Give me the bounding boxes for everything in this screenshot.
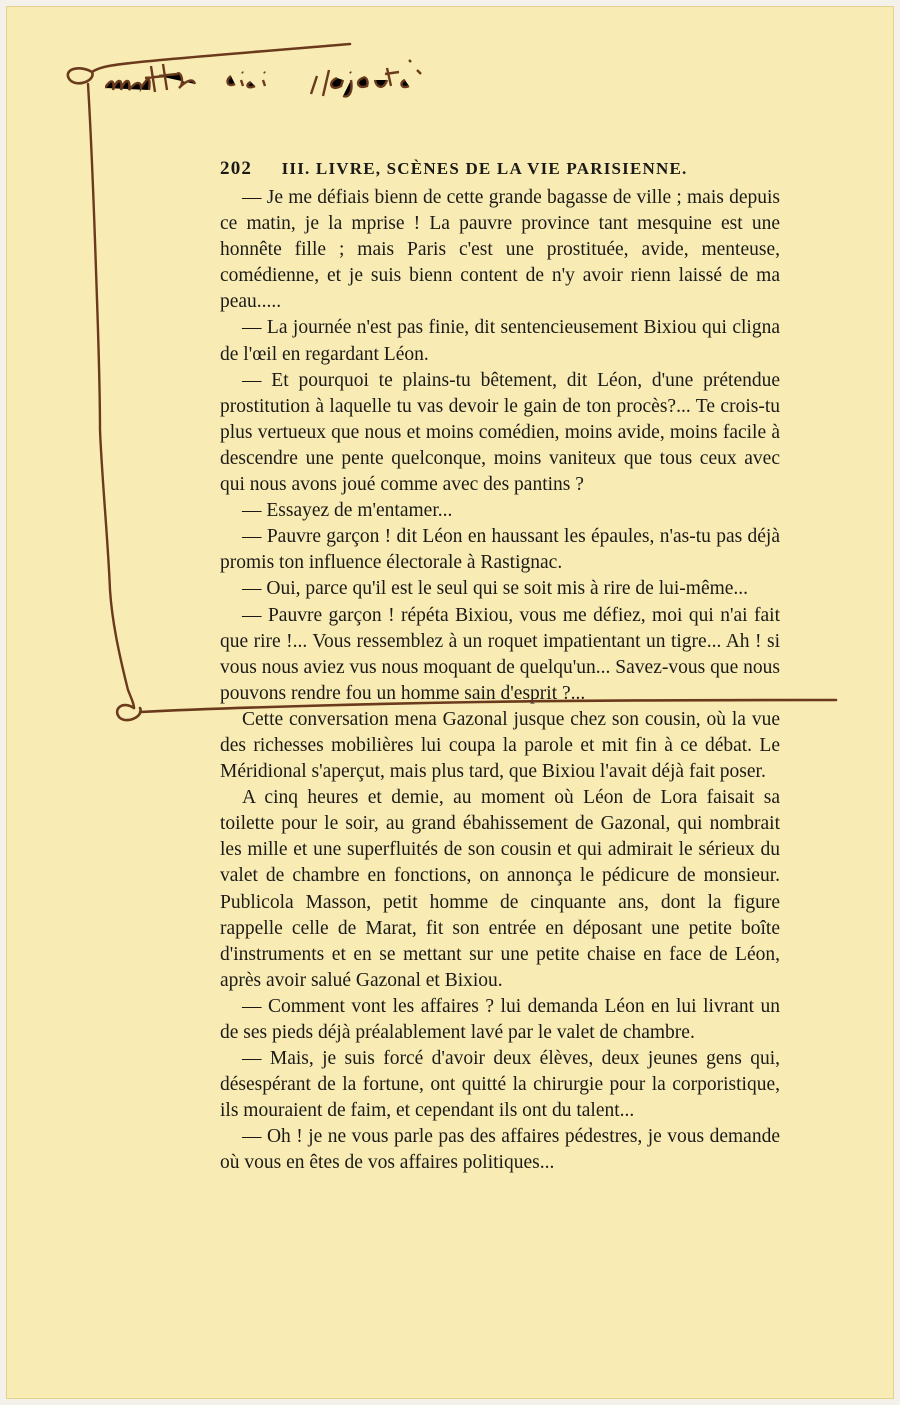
running-header <box>220 158 780 180</box>
paragraph: — Et pourquoi te plains-tu bêtement, dit Léon, d'une prétendue prostitution à laquelle tu vas devoir le gain de ton procès?... Te crois-tu plus vertueux que nous et moins comédien, moins avide, moins facile à descendre une pente quelconque, moins vaniteux que tous ceux avec qui nous avons joué comme avec des pantins ? <box>220 369 780 496</box>
paragraph: — Pauvre garçon ! dit Léon en haussant les épaules, n'as-tu pas déjà promis ton influence électorale à Rastignac. <box>220 526 780 574</box>
paragraph: — Je me défiais bienn de cette grande bagasse de ville ; mais depuis ce matin, je la mprise ! La pauvre province tant mesquine est une honnête fille ; mais Paris c'est une prostituée, avide, menteuse, comédienne, et je suis bienn content de n'y avoir rienn laissé de ma peau..... <box>220 187 780 313</box>
paragraph: — Pauvre garçon ! répéta Bixiou, vous me défiez, moi qui n'ai fait que rire !... Vous ressemblez à un roquet impatientant un tigre... Ah ! si vous nous aviez vus nous moquant de quelqu'un... Savez-vous que nous pouvons rendre fou un homme sain d'esprit ?... <box>220 604 780 704</box>
paragraph: — Comment vont les affaires ? lui demanda Léon en lui livrant un de ses pieds déjà préalablement lavé par le valet de chambre. <box>220 995 780 1043</box>
paragraph: — La journée n'est pas finie, dit sentencieusement Bixiou qui cligna de l'œil en regardant Léon. <box>220 317 780 365</box>
paragraph: — Mais, je suis forcé d'avoir deux élèves, deux jeunes gens qui, désespérant de la fortune, ont quitté la chirurgie pour la corporistique, ils mouraient de faim, et cependant ils ont du talent... <box>220 1048 780 1122</box>
paragraph: Cette conversation mena Gazonal jusque chez son cousin, où la vue des richesses mobilières lui coupa la parole et mit fin à ce débat. Le Méridional s'aperçut, mais plus tard, que Bixiou l'avait déjà fait poser. <box>220 708 780 783</box>
page-number: 202 <box>220 158 253 179</box>
paragraph: — Oh ! je ne vous parle pas des affaires pédestres, je vous demande où vous en êtes de vos affaires politiques... <box>220 1126 780 1174</box>
paragraph: — Essayez de m'entamer... <box>242 500 453 522</box>
page-body <box>220 185 780 1177</box>
paragraph: — Oui, parce qu'il est le seul qui se soit mis à rire de lui-même... <box>242 578 749 600</box>
paragraph: A cinq heures et demie, au moment où Léon de Lora faisait sa toilette pour le soir, au grand ébahissement de Gazonal, qui nombrait les mille et une superfluités de son cousin et qui admirait le sérieux du valet de chambre en fonctions, on annonça le pédicure de monsieur. Publicola Masson, petit homme de cinquante ans, dont la figure rappelle celle de Marat, fit son entrée en déposant une petite boîte d'instruments et en se mettant sur une petite chaise en face de Léon, après avoir salué Gazonal et Bixiou. <box>220 787 780 991</box>
running-title: III. LIVRE, SCÈNES DE LA VIE PARISIENNE. <box>281 159 688 178</box>
handwritten-note-image <box>105 40 465 100</box>
